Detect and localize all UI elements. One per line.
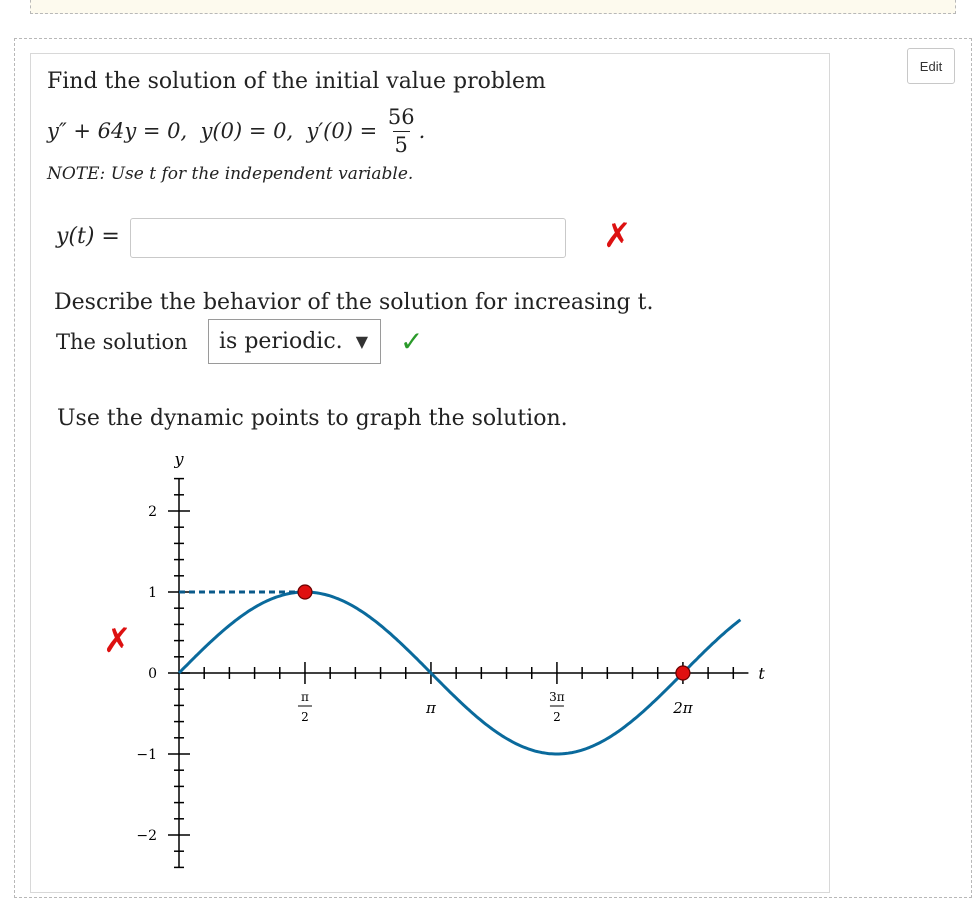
y-tick-label: 0 — [148, 666, 157, 682]
y-axis-label: y — [174, 449, 184, 469]
question-title: Find the solution of the initial value problem — [47, 69, 546, 94]
x-axis-label: t — [758, 664, 765, 683]
fraction-numerator: 56 — [387, 104, 415, 129]
graph-incorrect-icon: ✗ — [103, 621, 132, 661]
answer-incorrect-icon: ✗ — [603, 216, 632, 256]
x-tick-label: 2 — [553, 710, 561, 724]
x-tick-label: 3π — [549, 690, 565, 704]
chevron-down-icon: ▼ — [355, 332, 368, 351]
equation-lhs: y″ + 64y = 0, y(0) = 0, y′(0) = — [47, 119, 384, 143]
y-tick-label: 1 — [148, 585, 157, 601]
dynamic-point[interactable] — [676, 666, 690, 680]
edit-button[interactable]: Edit — [907, 48, 955, 84]
x-tick-label: π — [301, 690, 309, 704]
x-tick-label: π — [426, 699, 436, 717]
behavior-label: The solution — [56, 330, 188, 354]
behavior-correct-icon: ✓ — [400, 325, 424, 358]
y-tick-label: −1 — [136, 747, 157, 763]
note-text: NOTE: Use t for the independent variable. — [47, 164, 414, 184]
x-tick-label: 2 — [301, 710, 309, 724]
behavior-prompt: Describe the behavior of the solution for increasing t. — [54, 290, 654, 315]
graph-axes — [179, 479, 748, 868]
graph-instruction: Use the dynamic points to graph the solution. — [57, 406, 568, 431]
dynamic-point[interactable] — [298, 585, 312, 599]
ivp-equation: y″ + 64y = 0, y(0) = 0, y′(0) = $\frac{56}{5}$ . — [47, 104, 426, 157]
y-tick-label: 2 — [148, 504, 157, 520]
answer-label: y(t) = — [56, 224, 120, 249]
graph-labels — [136, 450, 765, 844]
fraction-denominator: 5 — [394, 132, 408, 157]
y-tick-label: −2 — [136, 828, 157, 844]
x-tick-label: 2π — [673, 699, 693, 717]
behavior-selected-value: is periodic. — [219, 329, 343, 354]
dynamic-points — [298, 585, 690, 680]
